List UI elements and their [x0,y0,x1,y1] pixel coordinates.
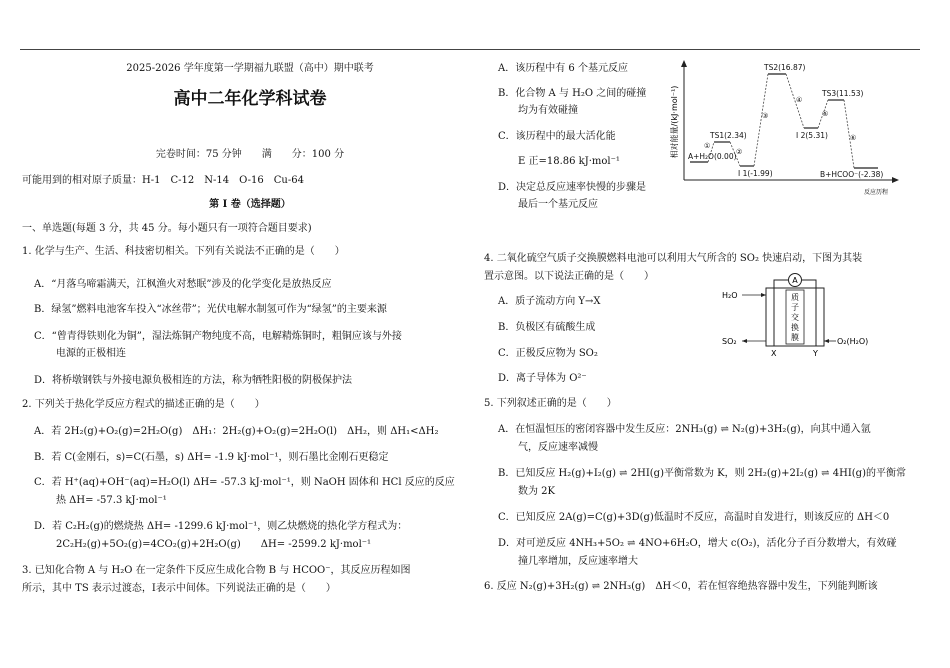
x-axis-arrow [892,177,899,183]
label-ts3: TS3(11.53) [822,89,864,98]
y-axis-label: 相对能量/(kJ·mol⁻¹) [670,85,679,159]
q2-option-c: C．若 H⁺(aq)+OH⁻(aq)=H₂O(l) ΔH= -57.3 kJ·mol⁻¹，则 NaOH 固体和 HCl 反应的反应 [34,477,455,488]
atomic-masses: 可能用到的相对原子质量：H-1 C-12 N-14 O-16 Cu-64 [22,175,304,186]
q3-option-b-cont: 均为有效碰撞 [518,105,578,116]
page-title: 高中二年化学科试卷 [173,89,327,109]
q2-option-d-cont: 2C₂H₂(g)+5O₂(g)=4CO₂(g)+2H₂O(g) ΔH= -2599.2 kJ·mol⁻¹ [56,539,372,550]
q1-option-a: A．“月落乌啼霜满天，江枫渔火对愁眠”涉及的化学变化是放热反应 [34,279,332,290]
q1-stem: 1. 化学与生产、生活、科技密切相关。下列有关说法不正确的是（ ） [22,246,345,257]
fuel-cell-diagram [718,266,878,362]
q1-option-c-cont: 电源的正极相连 [56,348,126,359]
q3-option-c: C．该历程中的最大活化能 [498,131,616,142]
q1-option-d: D．将桥墩钢铁与外接电源负极相连的方法，称为牺牲阳极的阴极保护法 [34,375,353,386]
step-4: ④ [796,96,803,104]
q3-stem-cont: 所示，其中 TS 表示过渡态，I表示中间体。下列说法正确的是（ ） [22,583,336,594]
q2-option-b: B．若 C(金刚石，s)=C(石墨，s) ΔH= -1.9 kJ·mol⁻¹，则石墨比金刚石更稳定 [34,452,389,463]
conn-3 [754,74,768,166]
q6-stem: 6. 反应 N₂(g)+3H₂(g) ⇌ 2NH₃(g) ΔH＜0，若在恒容绝热容器中发生，下列能判断该 [484,581,878,592]
time-info: 完卷时间：75 分钟 满 分：100 分 [155,149,345,160]
h2o-arrowhead [761,293,766,297]
label-a: A+H₂O(0.00) [688,152,737,161]
q2-stem: 2. 下列关于热化学反应方程式的描述正确的是（ ） [22,399,265,410]
ammeter-label: A [792,276,798,285]
q5-option-c: C．已知反应 2A(g)=C(g)+3D(g)低温时不反应，高温时自发进行，则该反应的 ΔH＜0 [498,512,890,523]
q5-option-b: B．已知反应 H₂(g)+I₂(g) ⇌ 2HI(g)平衡常数为 K，则 2H₂(g)+2I₂(g) ⇌ 4HI(g)的平衡常 [498,468,906,479]
q5-option-d-cont: 撞几率增加，反应速率增大 [518,556,638,567]
step-3: ③ [762,112,769,120]
q5-option-a: A．在恒温恒压的密闭容器中发生反应：2NH₃(g) ⇌ N₂(g)+3H₂(g)，向其中通入氩 [498,424,871,435]
q4-option-d: D．离子导体为 O²⁻ [498,373,587,384]
top-rule [20,49,920,50]
q2-option-a: A．若 2H₂(g)+O₂(g)=2H₂O(g) ΔH₁：2H₂(g)+O₂(g)=2H₂O(l) ΔH₂，则 ΔH₁<ΔH₂ [34,426,439,437]
step-1: ① [704,142,711,150]
o2-arrowhead [824,339,829,343]
membrane-char-5: 膜 [791,333,799,342]
instruction: 一、单选题(每题 3 分，共 45 分。每小题只有一项符合题目要求) [22,223,312,234]
q2-option-d: D．若 C₂H₂(g)的燃烧热 ΔH= -1299.6 kJ·mol⁻¹，则乙炔燃烧的热化学方程式为： [34,521,408,532]
label-i2: I 2(5.31) [796,131,828,140]
so2-label: SO₂ [722,337,737,346]
step-2: ② [736,148,743,156]
q1-option-c: C．“曾青得铁则化为铜”，湿法炼铜产物纯度不高，电解精炼铜时，粗铜应该与外接 [34,331,402,342]
q4-option-c: C．正极反应物为 SO₂ [498,348,598,359]
step-6: ⑥ [850,134,857,142]
membrane-char-3: 交 [791,313,799,322]
label-ts2: TS2(16.87) [764,63,806,72]
q5-option-d: D．对可逆反应 4NH₃+5O₂ ⇌ 4NO+6H₂O，增大 c(O₂)，活化分子百分数增大，有效碰 [498,538,897,549]
q4-option-b: B．负极区有硫酸生成 [498,322,596,333]
section-title: 第 I 卷（选择题） [209,199,291,210]
q4-stem: 4. 二氧化硫空气质子交换膜燃料电池可以利用大气所含的 SO₂ 快速启动，下图为其装 [484,253,863,264]
q3-option-d-cont: 最后一个基元反应 [518,199,598,210]
energy-diagram [668,58,900,200]
q4-stem-cont: 置示意图。以下说法正确的是（ ） [484,271,654,282]
membrane-char-4: 换 [791,323,799,332]
q5-option-b-cont: 数为 2K [518,486,556,497]
membrane-char-1: 质 [791,293,799,302]
q3-option-d: D．决定总反应速率快慢的步骤是 [498,182,647,193]
q3-option-a: A．该历程中有 6 个基元反应 [498,63,628,74]
label-b: B+HCOO⁻(-2.38) [820,170,884,179]
membrane-char-2: 子 [791,303,799,312]
exam-line: 2025-2026 学年度第一学期福九联盟（高中）期中联考 [126,63,374,74]
q2-option-c-cont: 热 ΔH= -57.3 kJ·mol⁻¹ [56,495,167,506]
step-5: ⑤ [822,110,829,118]
q3-stem: 3. 已知化合物 A 与 H₂O 在一定条件下反应生成化合物 B 与 HCOO⁻，其反应历程如图 [22,565,411,576]
h2o-label: H₂O [722,291,738,300]
q4-option-a: A．质子流动方向 Y→X [498,296,601,307]
y-label: Y [813,349,818,358]
y-axis-arrow [681,60,687,67]
q3-option-c-cont: E 正=18.86 kJ·mol⁻¹ [518,156,620,167]
label-ts1: TS1(2.34) [710,131,747,140]
x-label: X [771,349,777,358]
q3-option-b: B．化合物 A 与 H₂O 之间的碰撞 [498,88,647,99]
x-axis-label: 反应历程 [864,189,889,196]
q1-option-b: B．绿氢”燃料电池客车投入“冰丝带”；光伏电解水制氢可作为“绿氢”的主要来源 [34,304,387,315]
so2-arrowhead [742,339,747,343]
o2-label: O₂(H₂O) [837,337,869,346]
q5-option-a-cont: 气，反应速率减慢 [518,442,598,453]
q5-stem: 5. 下列叙述正确的是（ ） [484,398,617,409]
label-i1: I 1(-1.99) [738,169,773,178]
